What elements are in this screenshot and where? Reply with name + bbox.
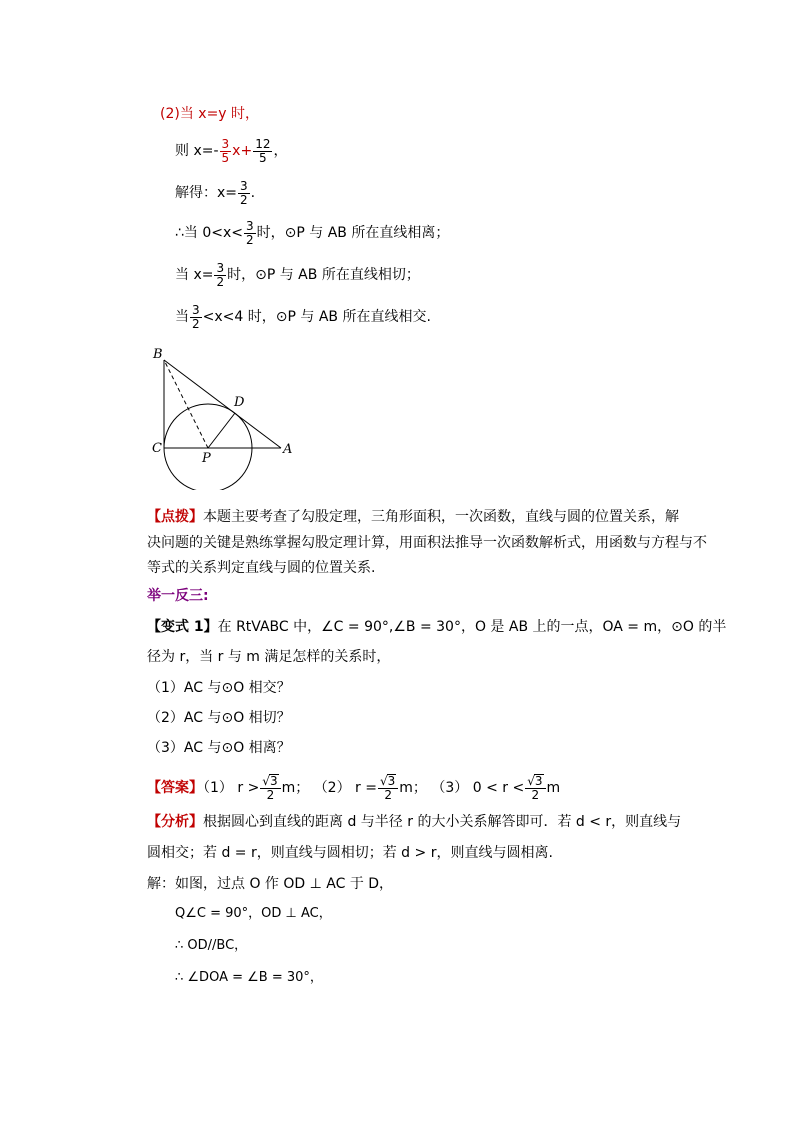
- label-P: P: [202, 451, 211, 466]
- analysis-line1: 【分析】根据圆心到直线的距离 d 与半径 r 的大小关系解答即可．若 d < r，则直线与: [147, 814, 682, 830]
- label-B: B: [153, 347, 163, 362]
- part2-line6: 当 $\frac{3}{2}$ <x<4 时，⊙P 与 AB 所在直线相交.: [175, 302, 431, 331]
- label-A: A: [283, 442, 293, 457]
- segment-PD: [208, 413, 235, 448]
- geometry-figure: [145, 340, 305, 490]
- answer-line: 【答案】（1） r > $\frac{√3}{2}$ m； （2） r = $\frac{√3}{2}$ m； （3） 0 < r < $\frac{√3}{2}$ m: [147, 774, 561, 802]
- label-C: C: [152, 441, 162, 456]
- tip-line1: 【点拨】本题主要考查了勾股定理，三角形面积，一次函数，直线与圆的位置关系，解: [147, 509, 679, 525]
- part2-line4: ∴当 0<x< $\frac{3}{2}$ 时，⊙P 与 AB 所在直线相离；: [175, 218, 450, 247]
- variant-q1: （1）AC 与⊙O 相交？: [147, 680, 291, 696]
- tip-line2: 决问题的关键是熟练掌握勾股定理计算，用面积法推导一次函数解析式，用函数与方程与不: [147, 535, 707, 551]
- solution-line2: Q∠C = 90°，OD ⊥ AC，: [175, 906, 332, 921]
- part2-line3: 解得：x= $\frac{3}{2}$ .: [175, 178, 256, 207]
- part2-line1: (2)当 x=y 时，: [160, 106, 260, 122]
- analysis-line2: 圆相交；若 d = r，则直线与圆相切；若 d > r，则直线与圆相离.: [147, 845, 553, 861]
- solution-line4: ∴ ∠DOA = ∠B = 30°，: [175, 970, 323, 985]
- solution-line3: ∴ OD//BC，: [175, 938, 248, 953]
- part2-line5: 当 x= $\frac{3}{2}$ 时，⊙P 与 AB 所在直线相切；: [175, 260, 420, 289]
- section-heading: 举一反三:: [147, 588, 209, 604]
- part2-line2: 则 x=- $\frac{3}{5}$ x+ $\frac{12}{5}$ ，: [175, 136, 288, 165]
- tip-line3: 等式的关系判定直线与圆的位置关系.: [147, 560, 376, 576]
- variant-line1: 【变式 1】在 RtVABC 中，∠C = 90°,∠B = 30°，O 是 AB 上的一点，OA = m，⊙O 的半: [147, 619, 727, 635]
- variant-q2: （2）AC 与⊙O 相切？: [147, 710, 291, 726]
- variant-q3: （3）AC 与⊙O 相离？: [147, 740, 291, 756]
- segment-BA: [164, 360, 281, 448]
- label-D: D: [234, 395, 245, 410]
- solution-line1: 解：如图，过点 O 作 OD ⊥ AC 于 D，: [147, 876, 394, 892]
- variant-line2: 径为 r，当 r 与 m 满足怎样的关系时，: [147, 649, 391, 665]
